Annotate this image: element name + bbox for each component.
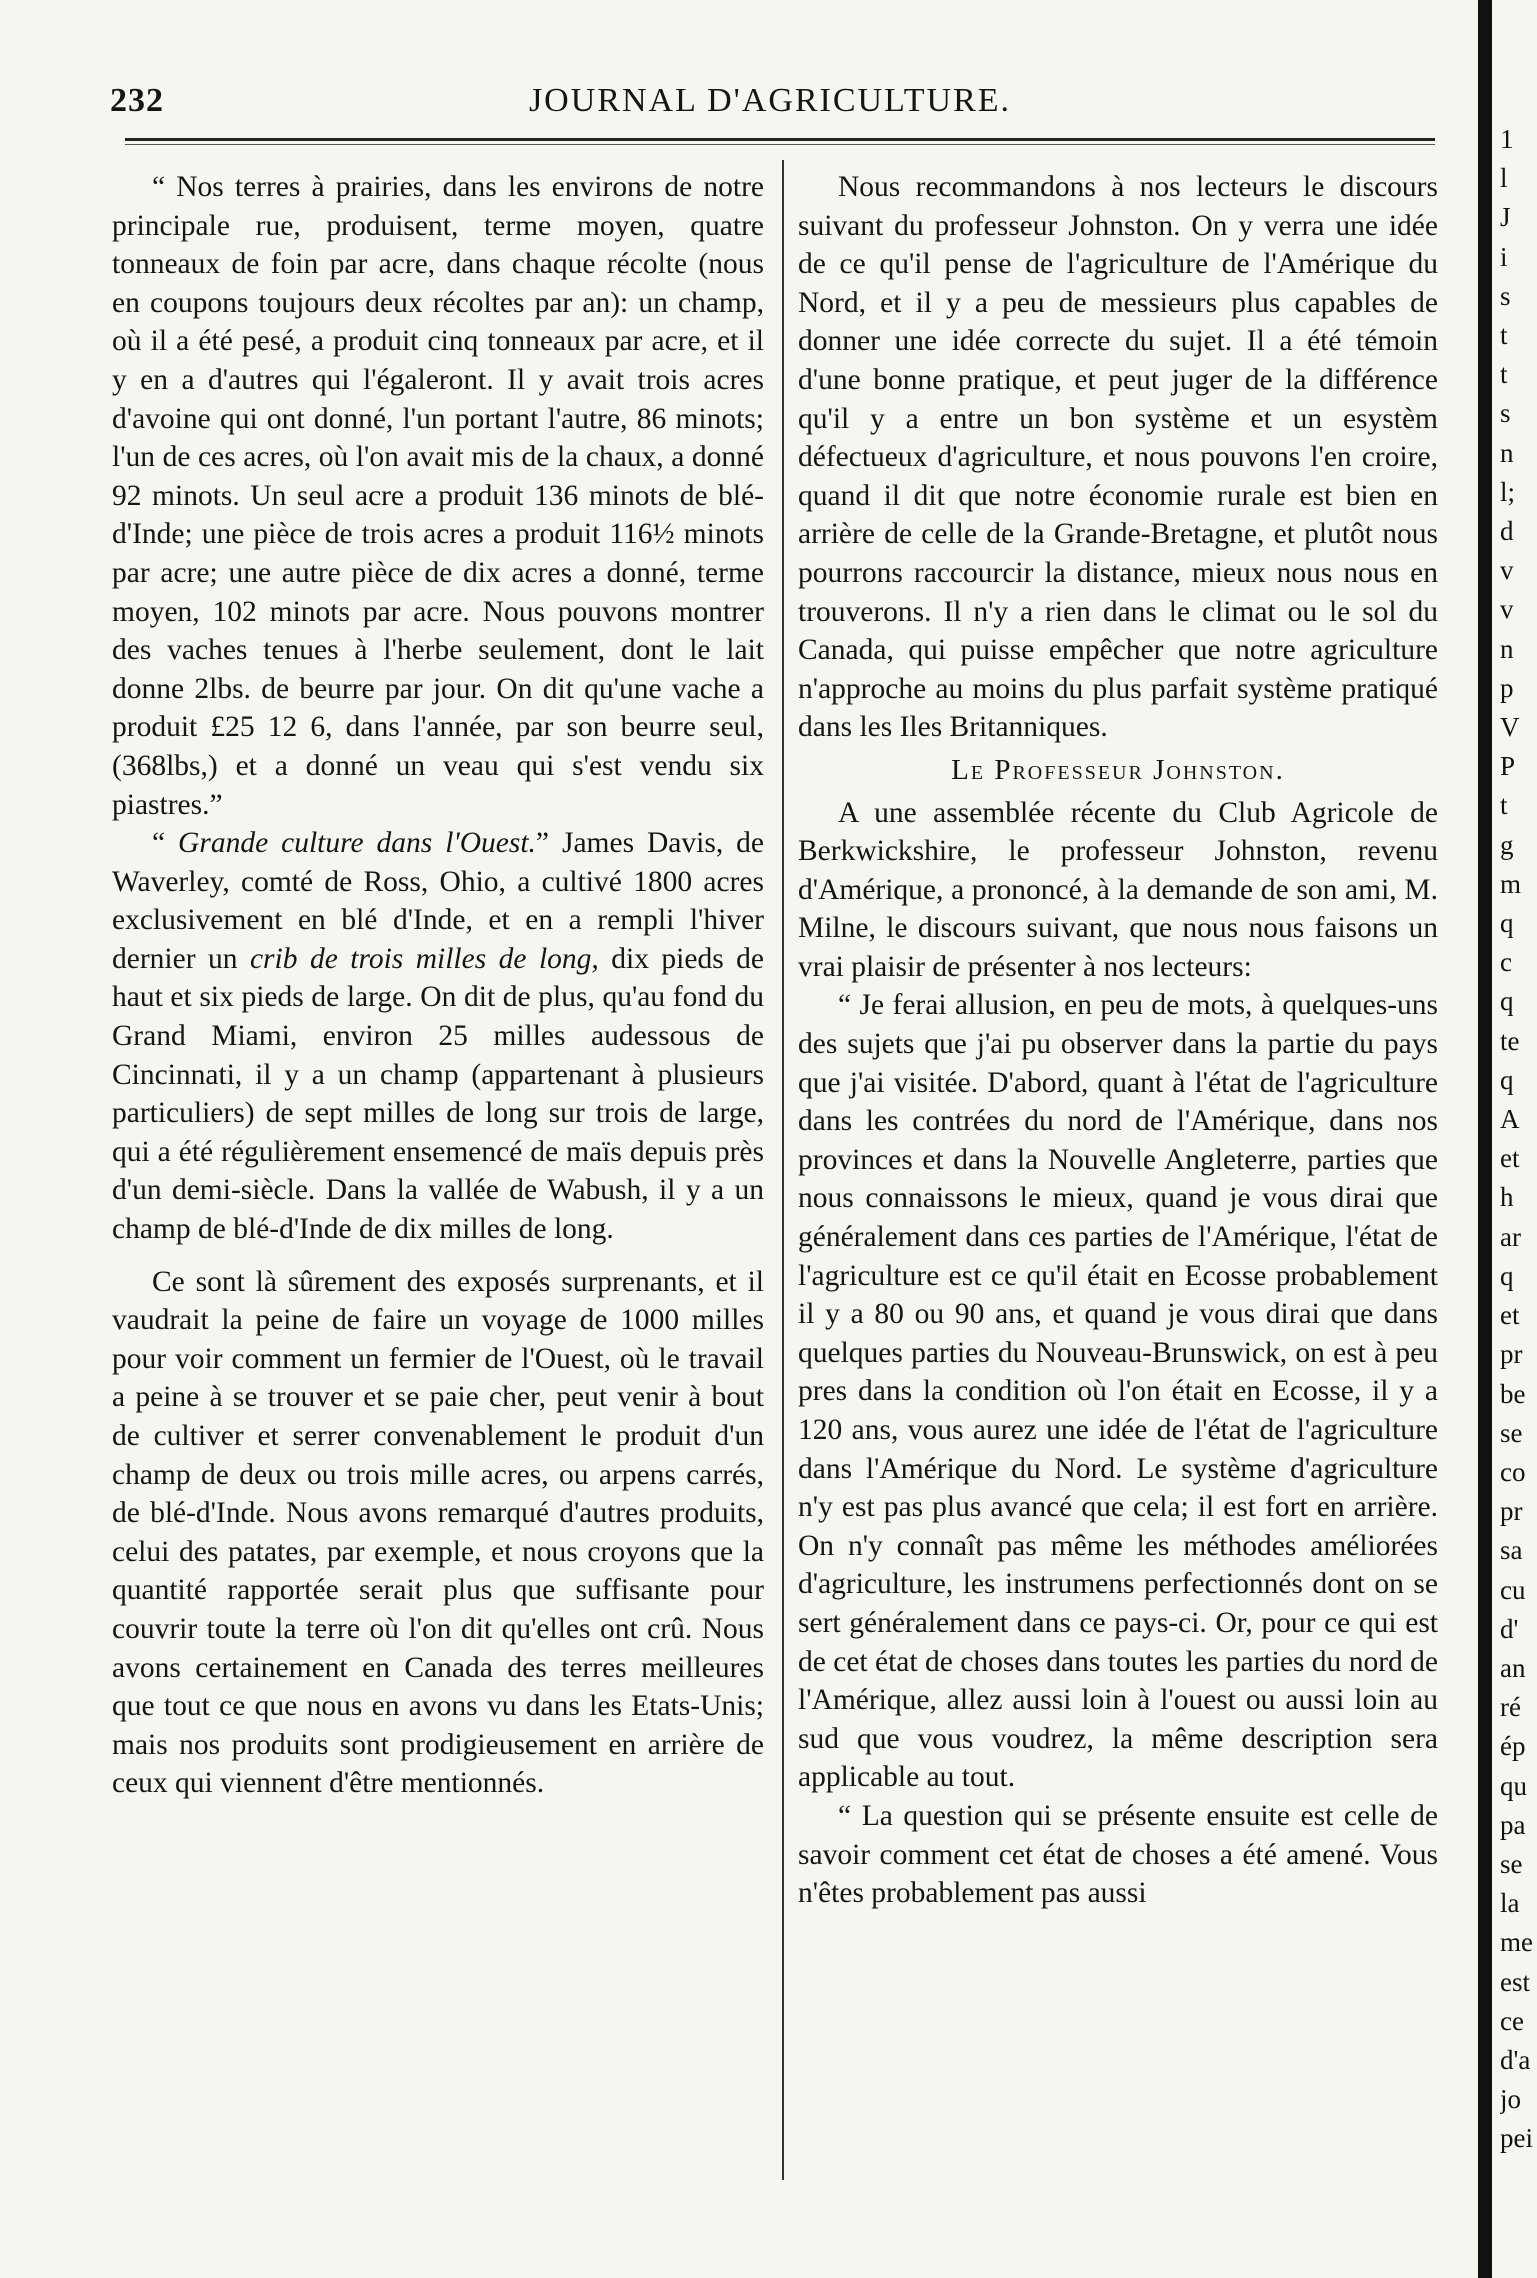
running-title: JOURNAL D'AGRICULTURE. (528, 82, 1012, 119)
facing-page-fragment: et (1500, 1143, 1520, 1174)
paragraph-text: ” James Davis, de Waverley, comté de Ross, Ohio, a cultivé 1800 acres exclusivement en blé d'Inde, et en a rempli l'hiver dernier un (112, 827, 764, 975)
facing-page-fragment: q (1500, 986, 1514, 1017)
facing-page-fragment: n (1500, 633, 1514, 664)
facing-page-fragment: t (1500, 320, 1508, 351)
right-paragraph-4: “ La question qui se présente ensuite est celle de savoir comment cet état de choses a été amené. Vous n'êtes probablement pas aussi (798, 1799, 1438, 1910)
facing-page-fragment: l (1500, 163, 1508, 194)
facing-page-fragment: q (1500, 1064, 1514, 1095)
facing-page-fragment: J (1500, 202, 1511, 233)
facing-page-fragment: d'a (1500, 2044, 1531, 2075)
facing-page-fragment: t (1500, 359, 1508, 390)
facing-page-fragment: s (1500, 280, 1511, 311)
facing-page-fragment: pa (1500, 1809, 1526, 1840)
facing-page-fragment: v (1500, 555, 1514, 586)
facing-page-fragment: ré (1500, 1692, 1521, 1723)
facing-page-fragment: se (1500, 1417, 1523, 1448)
facing-page-fragment: d (1500, 516, 1514, 547)
facing-page-fragment: la (1500, 1888, 1520, 1919)
quote-open: “ (152, 827, 179, 860)
section-heading: Le Professeur Johnston. (951, 753, 1285, 786)
facing-page-fragment: se (1500, 1848, 1523, 1879)
facing-page-fragment: co (1500, 1456, 1526, 1487)
facing-page-fragment: g (1500, 829, 1514, 860)
facing-page-fragment: be (1500, 1378, 1526, 1409)
facing-page-fragment: ce (1500, 2005, 1524, 2036)
left-column (112, 168, 764, 1803)
facing-page-fragments (1500, 120, 1537, 2159)
facing-page-fragment: ép (1500, 1731, 1526, 1762)
facing-page-fragment: s (1500, 398, 1511, 429)
facing-page-fragment: q (1500, 908, 1514, 939)
facing-page-fragment: an (1500, 1652, 1526, 1683)
facing-page-fragment: c (1500, 947, 1512, 978)
right-paragraph-1: Nous recommandons à nos lecteurs le discours suivant du professeur Johnston. On y verra une idée de ce qu'il pense de l'agriculture de l'Amérique du Nord, et il y a peu de messieurs plus capables de donner une idée correcte du sujet. Il a été témoin d'une bonne pratique, et peut juger de la différence qu'il y a entre un bon système et un esystèm défectueux d'agriculture, et nous pouvons l'en croire, quand il dit que notre économie rurale est bien en arrière de celle de la Grande-Bretagne, et plutôt nous pourrons raccourcir la distance, mieux nous nous en trouverons. Il n'y a rien dans le climat ou le sol du Canada, qui puisse empêcher que notre agriculture n'approche au moins du plus parfait système pratiqué dans les Iles Britanniques. (798, 171, 1438, 744)
left-paragraph-3: Ce sont là sûrement des exposés surprenants, et il vaudrait la peine de faire un voyage de 1000 milles pour voir comment un fermier de l'Ouest, où le travail a peine à se trouver et se paie cher, peut venir à bout de cultiver et serrer convenablement le produit d'un champ de deux ou trois mille acres, ou arpens carrés, de blé-d'Inde. Nous avons remarqué d'autres produits, celui des patates, par exemple, et nous croyons que la quantité rapportée serait plus que suffisante pour couvrir toute la terre où l'on dit qu'elles ont crû. Nous avons certainement en Canada des terres meilleures que tout ce que nous en avons vu dans les Etats-Unis; mais nos produits sont prodigieusement en arrière de ceux qui viennent d'être mentionnés. (112, 1265, 764, 1800)
italic-section-title: Grande culture dans l'Ouest. (178, 827, 536, 860)
column-divider (782, 160, 784, 2180)
facing-page-fragment: pr (1500, 1339, 1523, 1370)
page-gutter-shadow (1478, 0, 1492, 2278)
facing-page-fragment: P (1500, 751, 1516, 782)
right-paragraph-3: “ Je ferai allusion, en peu de mots, à quelques-uns des sujets que j'ai pu observer dans la partie du pays que j'ai visitée. D'abord, quant à l'état de l'agriculture dans les contrées du nord de l'Amérique, dans nos provinces et dans la Nouvelle Angleterre, parties que nous connaissons le mieux, quand je vous dirai que généralement dans ces parties de l'Amérique, l'état de l'agriculture est ce qu'il était en Ecosse probablement il y a 80 ou 90 ans, et quand je vous dirai que dans quelques parties du Nouveau-Brunswick, on est à peu pres dans la condition où l'on était en Ecosse, il y a 120 ans, vous aurez une idée de l'état de l'agriculture dans l'Amérique du Nord. Le système d'agriculture n'y est pas plus avancé que cela; il est fort en arrière. On n'y connaît pas même les méthodes améliorées d'agriculture, les instrumens perfectionnés dont on se sert généralement dans ce pays-ci. Or, pour ce qui est de cet état de choses dans toutes les parties du nord de l'Amérique, allez aussi loin à l'ouest ou aussi loin au sud que vous voudrez, la même description sera applicable au tout. (798, 989, 1438, 1794)
left-paragraph-2 (112, 824, 764, 1249)
facing-page-fragment: i (1500, 241, 1508, 272)
facing-page-fragment: sa (1500, 1535, 1523, 1566)
left-paragraph-1: “ Nos terres à prairies, dans les environs de notre principale rue, produisent, terme moyen, quatre tonneaux de foin par acre, dans chaque récolte (nous en coupons toujours deux récoltes par an): un champ, où il a été pesé, a produit cinq tonneaux par acre, et il y en a d'autres qui l'égaleront. Il y avait trois acres d'avoine qui ont donné, l'un portant l'autre, 86 minots; l'un de ces acres, où l'on avait mis de la chaux, a donné 92 minots. Un seul acre a produit 136 minots de blé-d'Inde; une pièce de trois acres a produit 116½ minots par acre; une autre pièce de dix acres a donné, terme moyen, 102 minots par acre. Nous pouvons montrer des vaches tenues à l'herbe seulement, dont le lait donne 2lbs. de beurre par jour. On dit qu'une vache a produit £25 12 6, dans l'année, par son beurre seul, (368lbs,) et a donné un veau qui s'est vendu six piastres.” (112, 171, 764, 821)
header-rule (125, 138, 1435, 141)
facing-page-fragment: q (1500, 1260, 1514, 1291)
facing-page-fragment: 1 (1500, 124, 1514, 154)
paragraph-text: dix pieds de haut et six pieds de large. On dit de plus, qu'au fond du Grand Miami, environ 25 milles audessous de Cincinnati, il y a un champ (appartenant à plusieurs particuliers) de sept milles de long sur trois de large, qui a été régulièrement ensemencé de maïs depuis près d'un demi-siècle. Dans la vallée de Wabush, il y a un champ de blé-d'Inde de dix milles de long. (112, 942, 764, 1246)
facing-page-fragment: n (1500, 437, 1514, 468)
page-header (110, 82, 1430, 132)
facing-page-fragment: et (1500, 1300, 1520, 1331)
right-column (798, 168, 1438, 1913)
facing-page-fragment: cu (1500, 1574, 1526, 1605)
facing-page-fragment: qu (1500, 1770, 1527, 1801)
facing-page-fragment: d' (1500, 1613, 1519, 1644)
italic-phrase: crib de trois milles de long, (249, 942, 599, 975)
facing-page-fragment: V (1500, 712, 1520, 743)
page-number: 232 (110, 82, 164, 119)
facing-page-fragment: ar (1500, 1221, 1521, 1252)
facing-page-fragment: l; (1500, 476, 1516, 507)
facing-page-fragment: pei (1500, 2123, 1533, 2154)
facing-page-fragment: h (1500, 1182, 1514, 1213)
facing-page-fragment: v (1500, 594, 1514, 625)
facing-page-fragment: jo (1500, 2084, 1522, 2115)
facing-page-fragment: me (1500, 1927, 1533, 1958)
facing-page-fragment: t (1500, 790, 1508, 821)
facing-page-fragment: est (1500, 1966, 1530, 1997)
right-paragraph-2: A une assemblée récente du Club Agricole de Berkwickshire, le professeur Johnston, revenu d'Amérique, a prononcé, à la demande de son ami, M. Milne, le discours suivant, que nous nous faisons un vrai plaisir de présenter à nos lecteurs: (798, 796, 1438, 983)
header-rule-thin (125, 144, 1435, 145)
facing-page-fragment: te (1500, 1025, 1520, 1056)
facing-page-fragment: m (1500, 868, 1522, 899)
facing-page-fragment: pr (1500, 1496, 1523, 1527)
facing-page-fragment: p (1500, 672, 1514, 703)
facing-page-fragment: A (1500, 1104, 1520, 1135)
